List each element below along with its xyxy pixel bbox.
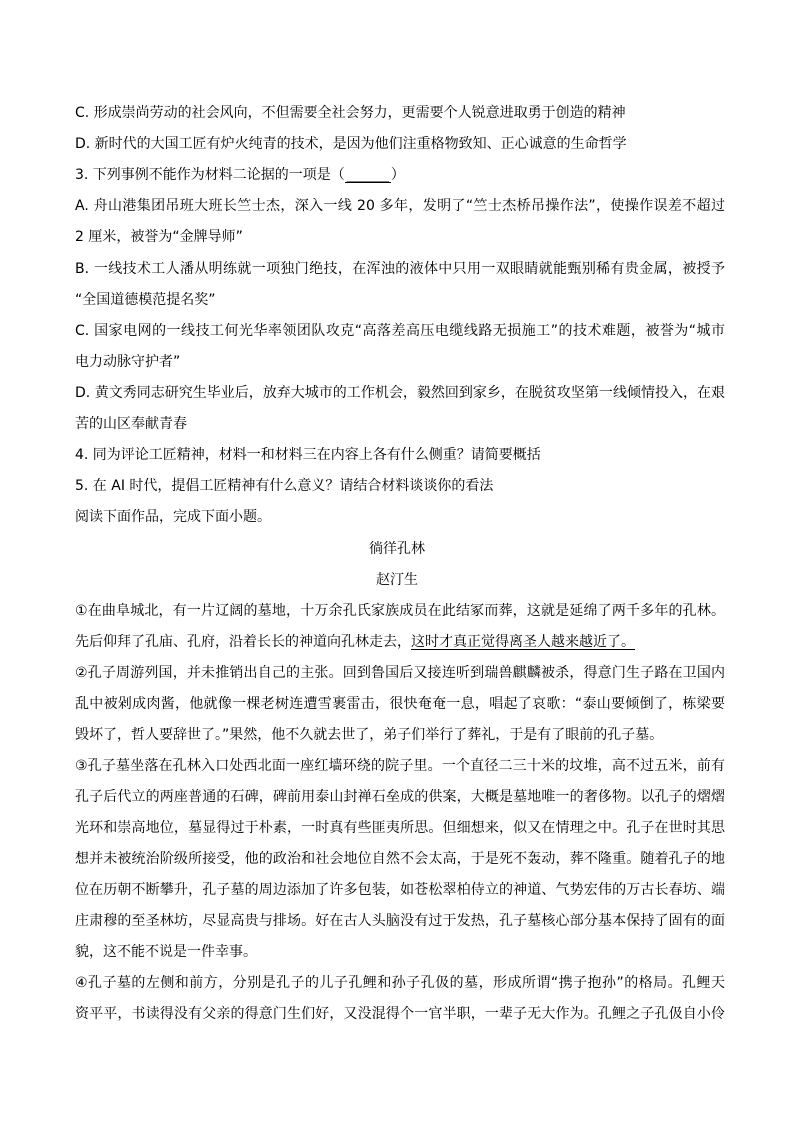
paragraph-3-line-6: 庄肃穆的至圣林坊，尽显高贵与排场。好在古人头脑没有过于发热，孔子墓核心部分基本保持了固有的面 — [75, 913, 725, 929]
paragraph-4-line-1: ④孔子墓的左侧和前方，分别是孔子的儿子孔鲤和孙子孔伋的墓，形成所谓“携子抱孙”的格局。孔鲤天 — [75, 975, 725, 991]
paragraph-3-line-5: 位在历朝不断攀升，孔子墓的周边添加了许多包装，如苍松翠柏侍立的神道、气势宏伟的万古长春坊、端 — [75, 882, 725, 898]
option-c-line: C. 形成崇尚劳动的社会风向，不但需要全社会努力，更需要个人锐意进取勇于创造的精神 — [75, 105, 626, 121]
option-d2-line-1: D. 黄文秀同志研究生毕业后，放弃大城市的工作机会，毅然回到家乡，在脱贫攻坚第一线倾情投入，在艰 — [75, 385, 725, 401]
question-3 — [75, 165, 725, 185]
option-d2-line-2: 苦的山区奉献青春 — [75, 416, 187, 432]
answer-blank: ______ — [346, 167, 389, 183]
option-c2-line-2: 电力动脉守护者” — [75, 354, 181, 370]
option-b-line-1: B. 一线技术工人潘从明练就一项独门绝技，在浑浊的液体中只用一双眼睛就能甄别稀有贵金属，被授予 — [75, 261, 725, 277]
paragraph-3-line-2: 孔子后代立的两座普通的石碑，碑前用泰山封禅石垒成的供案，大概是墓地唯一的奢侈物。以孔子的熠熠 — [75, 789, 725, 805]
paragraph-3-line-1: ③孔子墓坐落在孔林入口处西北面一座红墙环绕的院子里。一个直径二三十米的坟堆，高不过五米，前有 — [75, 758, 725, 774]
paragraph-3-line-3: 光环和崇高地位，墓显得过于朴素，一时真有些匪夷所思。但细想来，似又在情理之中。孔子在世时其思 — [75, 820, 725, 836]
paragraph-4-line-2: 资平平，书读得没有父亲的得意门生们好，又没混得个一官半职，一辈子无大作为。孔鲤之子孔伋自小伶 — [75, 1006, 725, 1022]
question-4: 4. 同为评论工匠精神，材料一和材料三在内容上各有什么侧重？请简要概括 — [75, 447, 541, 463]
paragraph-3-line-7: 貌，这不能不说是一件幸事。 — [75, 944, 257, 960]
reading-intro: 阅读下面作品，完成下面小题。 — [75, 509, 271, 525]
paragraph-3-line-4: 想并未被统治阶级所接受，他的政治和社会地位自然不会太高，于是死不轰动，葬不隆重。随着孔子的地 — [75, 851, 725, 867]
option-c2-line-1: C. 国家电网的一线技工何光华率领团队攻克“高落差高压电缆线路无损施工”的技术难题，被誉为“城市 — [75, 323, 725, 339]
option-a-line-1: A. 舟山港集团吊班大班长竺士杰，深入一线 20 多年，发明了“竺士杰桥吊操作法”，使操作误差不超过 — [75, 198, 725, 214]
article-author: 赵汀生 — [376, 572, 418, 588]
underlined-sentence: 这时才真正觉得离圣人越来越近了。 — [411, 634, 635, 650]
article-title: 徜徉孔林 — [369, 541, 425, 557]
option-d-line: D. 新时代的大国工匠有炉火纯青的技术，是因为他们注重格物致知、正心诚意的生命哲学 — [75, 136, 627, 152]
paragraph-1-line-2 — [75, 632, 725, 652]
option-a-line-2: 2 厘米，被誉为“金牌导师” — [75, 229, 243, 245]
paragraph-2-line-3: 毁坏了，哲人要辞世了。”果然，他不久就去世了，弟子们举行了葬礼，于是有了眼前的孔子墓。 — [75, 727, 664, 743]
question-3-close: ） — [390, 167, 405, 183]
option-b-line-2: “全国道德模范提名奖” — [75, 292, 216, 308]
question-5: 5. 在 AI 时代，提倡工匠精神有什么意义？请结合材料谈谈你的看法 — [75, 478, 494, 494]
paragraph-1-text: 先后仰拜了孔庙、孔府，沿着长长的神道向孔林走去， — [75, 634, 411, 650]
paragraph-1-line-1: ①在曲阜城北，有一片辽阔的墓地，十万余孔氏家族成员在此结冢而葬，这就是延绵了两千多年的孔林。 — [75, 603, 725, 619]
question-3-text: 3. 下列事例不能作为材料二论据的一项是（ — [75, 167, 345, 183]
paragraph-2-line-1: ②孔子周游列国，并未推销出自己的主张。回到鲁国后又接连听到瑞兽麒麟被杀，得意门生子路在卫国内 — [75, 665, 725, 681]
paragraph-2-line-2: 乱中被剁成肉酱，他就像一棵老树连遭雪裹雷击，很快奄奄一息，唱起了哀歌：“泰山要倾倒了，栋梁要 — [75, 696, 725, 712]
